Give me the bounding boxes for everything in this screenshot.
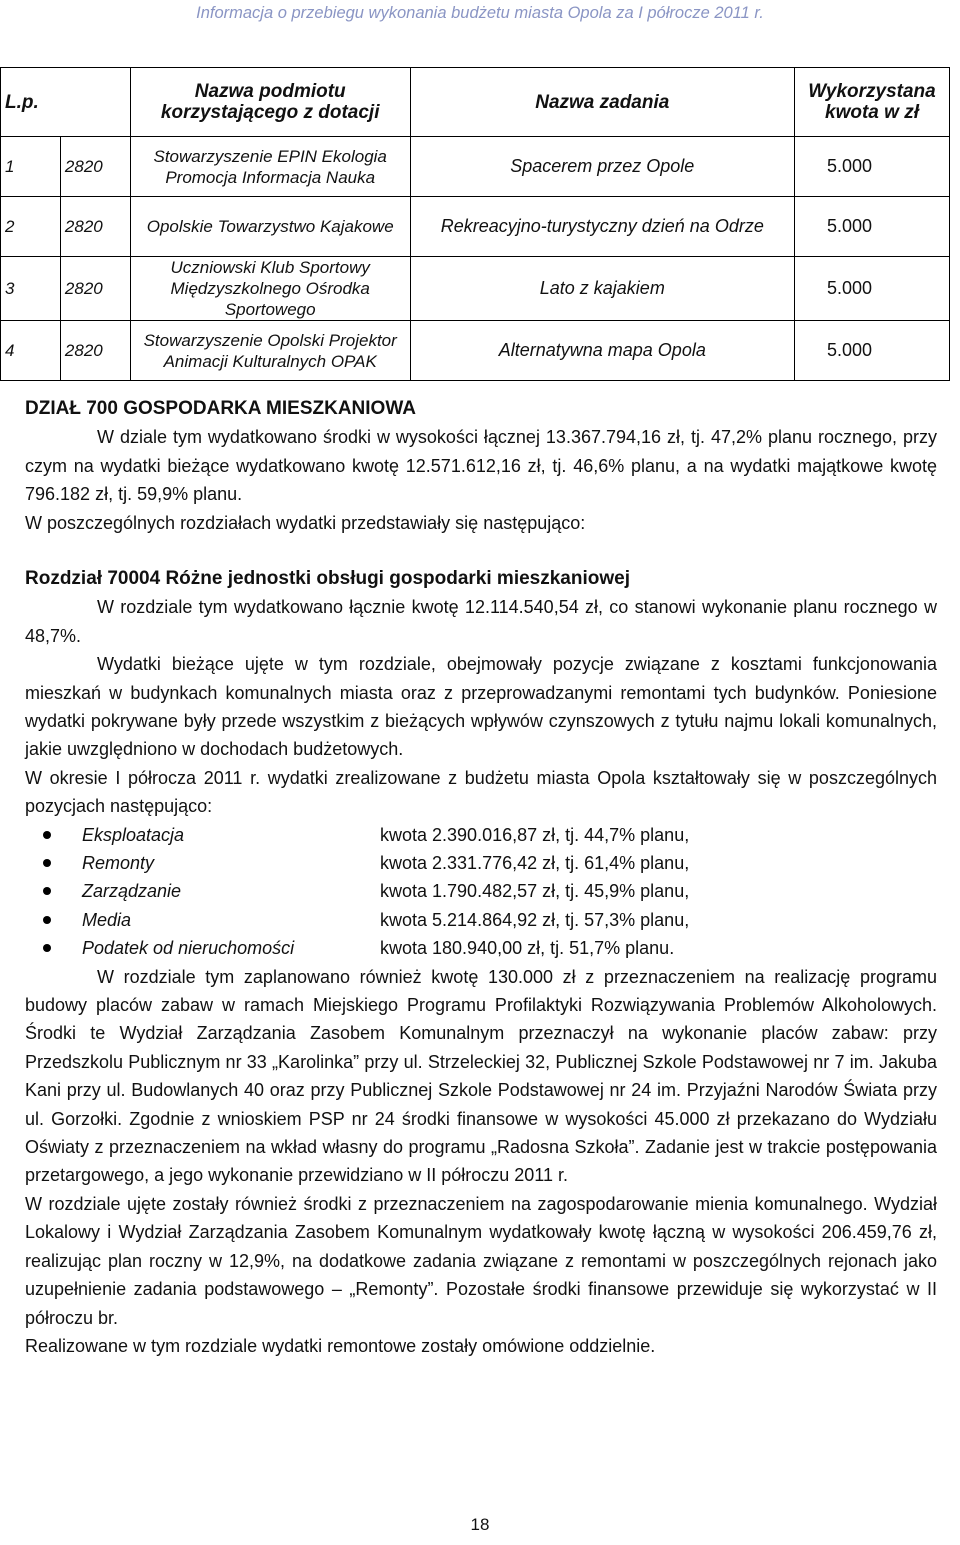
- row-amount: 5.000: [795, 257, 950, 321]
- row-code: 2820: [60, 257, 130, 321]
- row-lp: 4: [1, 321, 61, 381]
- list-item: [25, 877, 937, 905]
- list-item: [25, 821, 937, 849]
- item-name: Media: [82, 909, 132, 930]
- row-code: 2820: [60, 137, 130, 197]
- item-amount: kwota 2.390.016,87 zł, tj. 44,7% planu,: [380, 824, 690, 845]
- row-amount: 5.000: [795, 321, 950, 381]
- running-header: Informacja o przebiegu wykonania budżetu miasta Opola za I półrocze 2011 r.: [196, 4, 764, 22]
- row-code: 2820: [60, 197, 130, 257]
- grants-table: [0, 67, 950, 381]
- bullet-icon: [43, 944, 51, 952]
- document-body: [25, 395, 937, 1360]
- row-amount: 5.000: [795, 197, 950, 257]
- row-entity: Stowarzyszenie EPIN Ekologia Promocja Informacja Nauka: [130, 137, 410, 197]
- section-title: DZIAŁ 700 GOSPODARKA MIESZKANIOWA: [25, 398, 416, 419]
- chapter-title: Rozdział 70004 Różne jednostki obsługi gospodarki mieszkaniowej: [25, 568, 630, 590]
- section-paragraph: W poszczególnych rozdziałach wydatki przedstawiały się następująco:: [25, 512, 586, 533]
- bullet-icon: [43, 887, 51, 895]
- row-amount: 5.000: [795, 137, 950, 197]
- expense-list: [25, 821, 937, 963]
- bullet-icon: [43, 916, 51, 924]
- header-amount: Wykorzystana kwota w zł: [795, 68, 950, 137]
- section-paragraph: W dziale tym wydatkowano środki w wysokości łącznej 13.367.794,16 zł, tj. 47,2% planu rocznego, przy czym na wydatki bieżące wydatkowano kwotę 12.571.612,16 zł, tj. 46,6% planu, a na wydatki majątkowe kwotę 796.182 zł, tj. 59,9% planu.: [25, 427, 937, 505]
- list-item: [25, 906, 937, 934]
- table-row: [1, 257, 950, 321]
- row-entity: Uczniowski Klub Sportowy Międzyszkolnego Ośrodka Sportowego: [130, 257, 410, 321]
- row-task: Lato z kajakiem: [410, 257, 794, 321]
- item-name: Eksploatacja: [82, 824, 185, 845]
- table-row: [1, 321, 950, 381]
- bullet-icon: [43, 831, 51, 839]
- item-amount: kwota 1.790.482,57 zł, tj. 45,9% planu,: [380, 881, 690, 902]
- table-row: [1, 197, 950, 257]
- row-task: Spacerem przez Opole: [410, 137, 794, 197]
- page-number: 18: [470, 1515, 490, 1534]
- list-item: [25, 934, 937, 962]
- row-entity: Opolskie Towarzystwo Kajakowe: [130, 197, 410, 257]
- item-amount: kwota 2.331.776,42 zł, tj. 61,4% planu,: [380, 853, 690, 874]
- item-amount: kwota 180.940,00 zł, tj. 51,7% planu.: [380, 938, 675, 959]
- item-name: Podatek od nieruchomości: [82, 938, 295, 959]
- item-name: Remonty: [82, 853, 155, 874]
- chapter-paragraph: Wydatki bieżące ujęte w tym rozdziale, obejmowały pozycje związane z kosztami funkcjonowania mieszkań w budynkach komunalnych miasta oraz z przeprowadzanymi remontami tych budynków. Poniesione wydatki pokrywane były przede wszystkim z bieżących wpływów czynszowych z tytułu najmu lokali komunalnych, jakie uwzględniono w dochodach budżetowych.: [25, 654, 937, 760]
- list-item: [25, 849, 937, 877]
- chapter-paragraph: Realizowane w tym rozdziale wydatki remontowe zostały omówione oddzielnie.: [25, 1335, 656, 1356]
- table-header-row: [1, 68, 950, 137]
- chapter-paragraph: W rozdziale ujęte zostały również środki z przeznaczeniem na zagospodarowanie mienia komunalnego. Wydział Lokalowy i Wydział Zarządzania Zasobem Komunalnym wydatkowały kwotę łączną w wysokości 206.459,76 zł, realizując plan roczny w 12,9%, na dodatkowe zadania związane z remontami w poszczególnych rejonach jako uzupełnienie zadania podstawowego – „Remonty”. Pozostałe środki finansowe przewiduje się wykorzystać w II półroczu br.: [25, 1193, 937, 1328]
- bullet-icon: [43, 859, 51, 867]
- header-entity: Nazwa podmiotu korzystającego z dotacji: [130, 68, 410, 137]
- item-name: Zarządzanie: [82, 881, 182, 902]
- row-entity: Stowarzyszenie Opolski Projektor Animacji Kulturalnych OPAK: [130, 321, 410, 381]
- row-code: 2820: [60, 321, 130, 381]
- row-lp: 2: [1, 197, 61, 257]
- header-task: Nazwa zadania: [410, 68, 794, 137]
- chapter-paragraph: W okresie I półrocza 2011 r. wydatki zrealizowane z budżetu miasta Opola kształtowały się w poszczególnych pozycjach następująco:: [25, 767, 937, 817]
- row-task: Alternatywna mapa Opola: [410, 321, 794, 381]
- row-task: Rekreacyjno-turystyczny dzień na Odrze: [410, 197, 794, 257]
- table-row: [1, 137, 950, 197]
- header-lp: L.p.: [1, 68, 131, 137]
- chapter-paragraph: W rozdziale tym zaplanowano również kwotę 130.000 zł z przeznaczeniem na realizację programu budowy placów zabaw w ramach Miejskiego Programu Profilaktyki Rozwiązywania Problemów Alkoholowych. Środki te Wydział Zarządzania Zasobem Komunalnym przeznaczył na wykonanie placów zabaw: przy Przedszkolu Publicznym nr 33 „Karolinka” przy ul. Strzeleckiej 32, Publicznej Szkole Podstawowej nr 7 im. Jakuba Kani przy ul. Budowlanych 40 oraz przy Publicznej Szkole Podstawowej nr 24 im. Przyjaźni Narodów Świata przy ul. Gorzołki. Zgodnie z wnioskiem PSP nr 24 środki finansowe w wysokości 45.000 zł przekazano do Wydziału Oświaty z przeznaczeniem na wkład własny do programu „Radosna Szkoła”. Zadanie jest w trakcie postępowania przetargowego, a jego wykonanie przewidziano w II półroczu 2011 r.: [25, 966, 937, 1186]
- row-lp: 3: [1, 257, 61, 321]
- row-lp: 1: [1, 137, 61, 197]
- chapter-paragraph: W rozdziale tym wydatkowano łącznie kwotę 12.114.540,54 zł, co stanowi wykonanie planu rocznego w 48,7%.: [25, 597, 937, 646]
- item-amount: kwota 5.214.864,92 zł, tj. 57,3% planu,: [380, 909, 690, 930]
